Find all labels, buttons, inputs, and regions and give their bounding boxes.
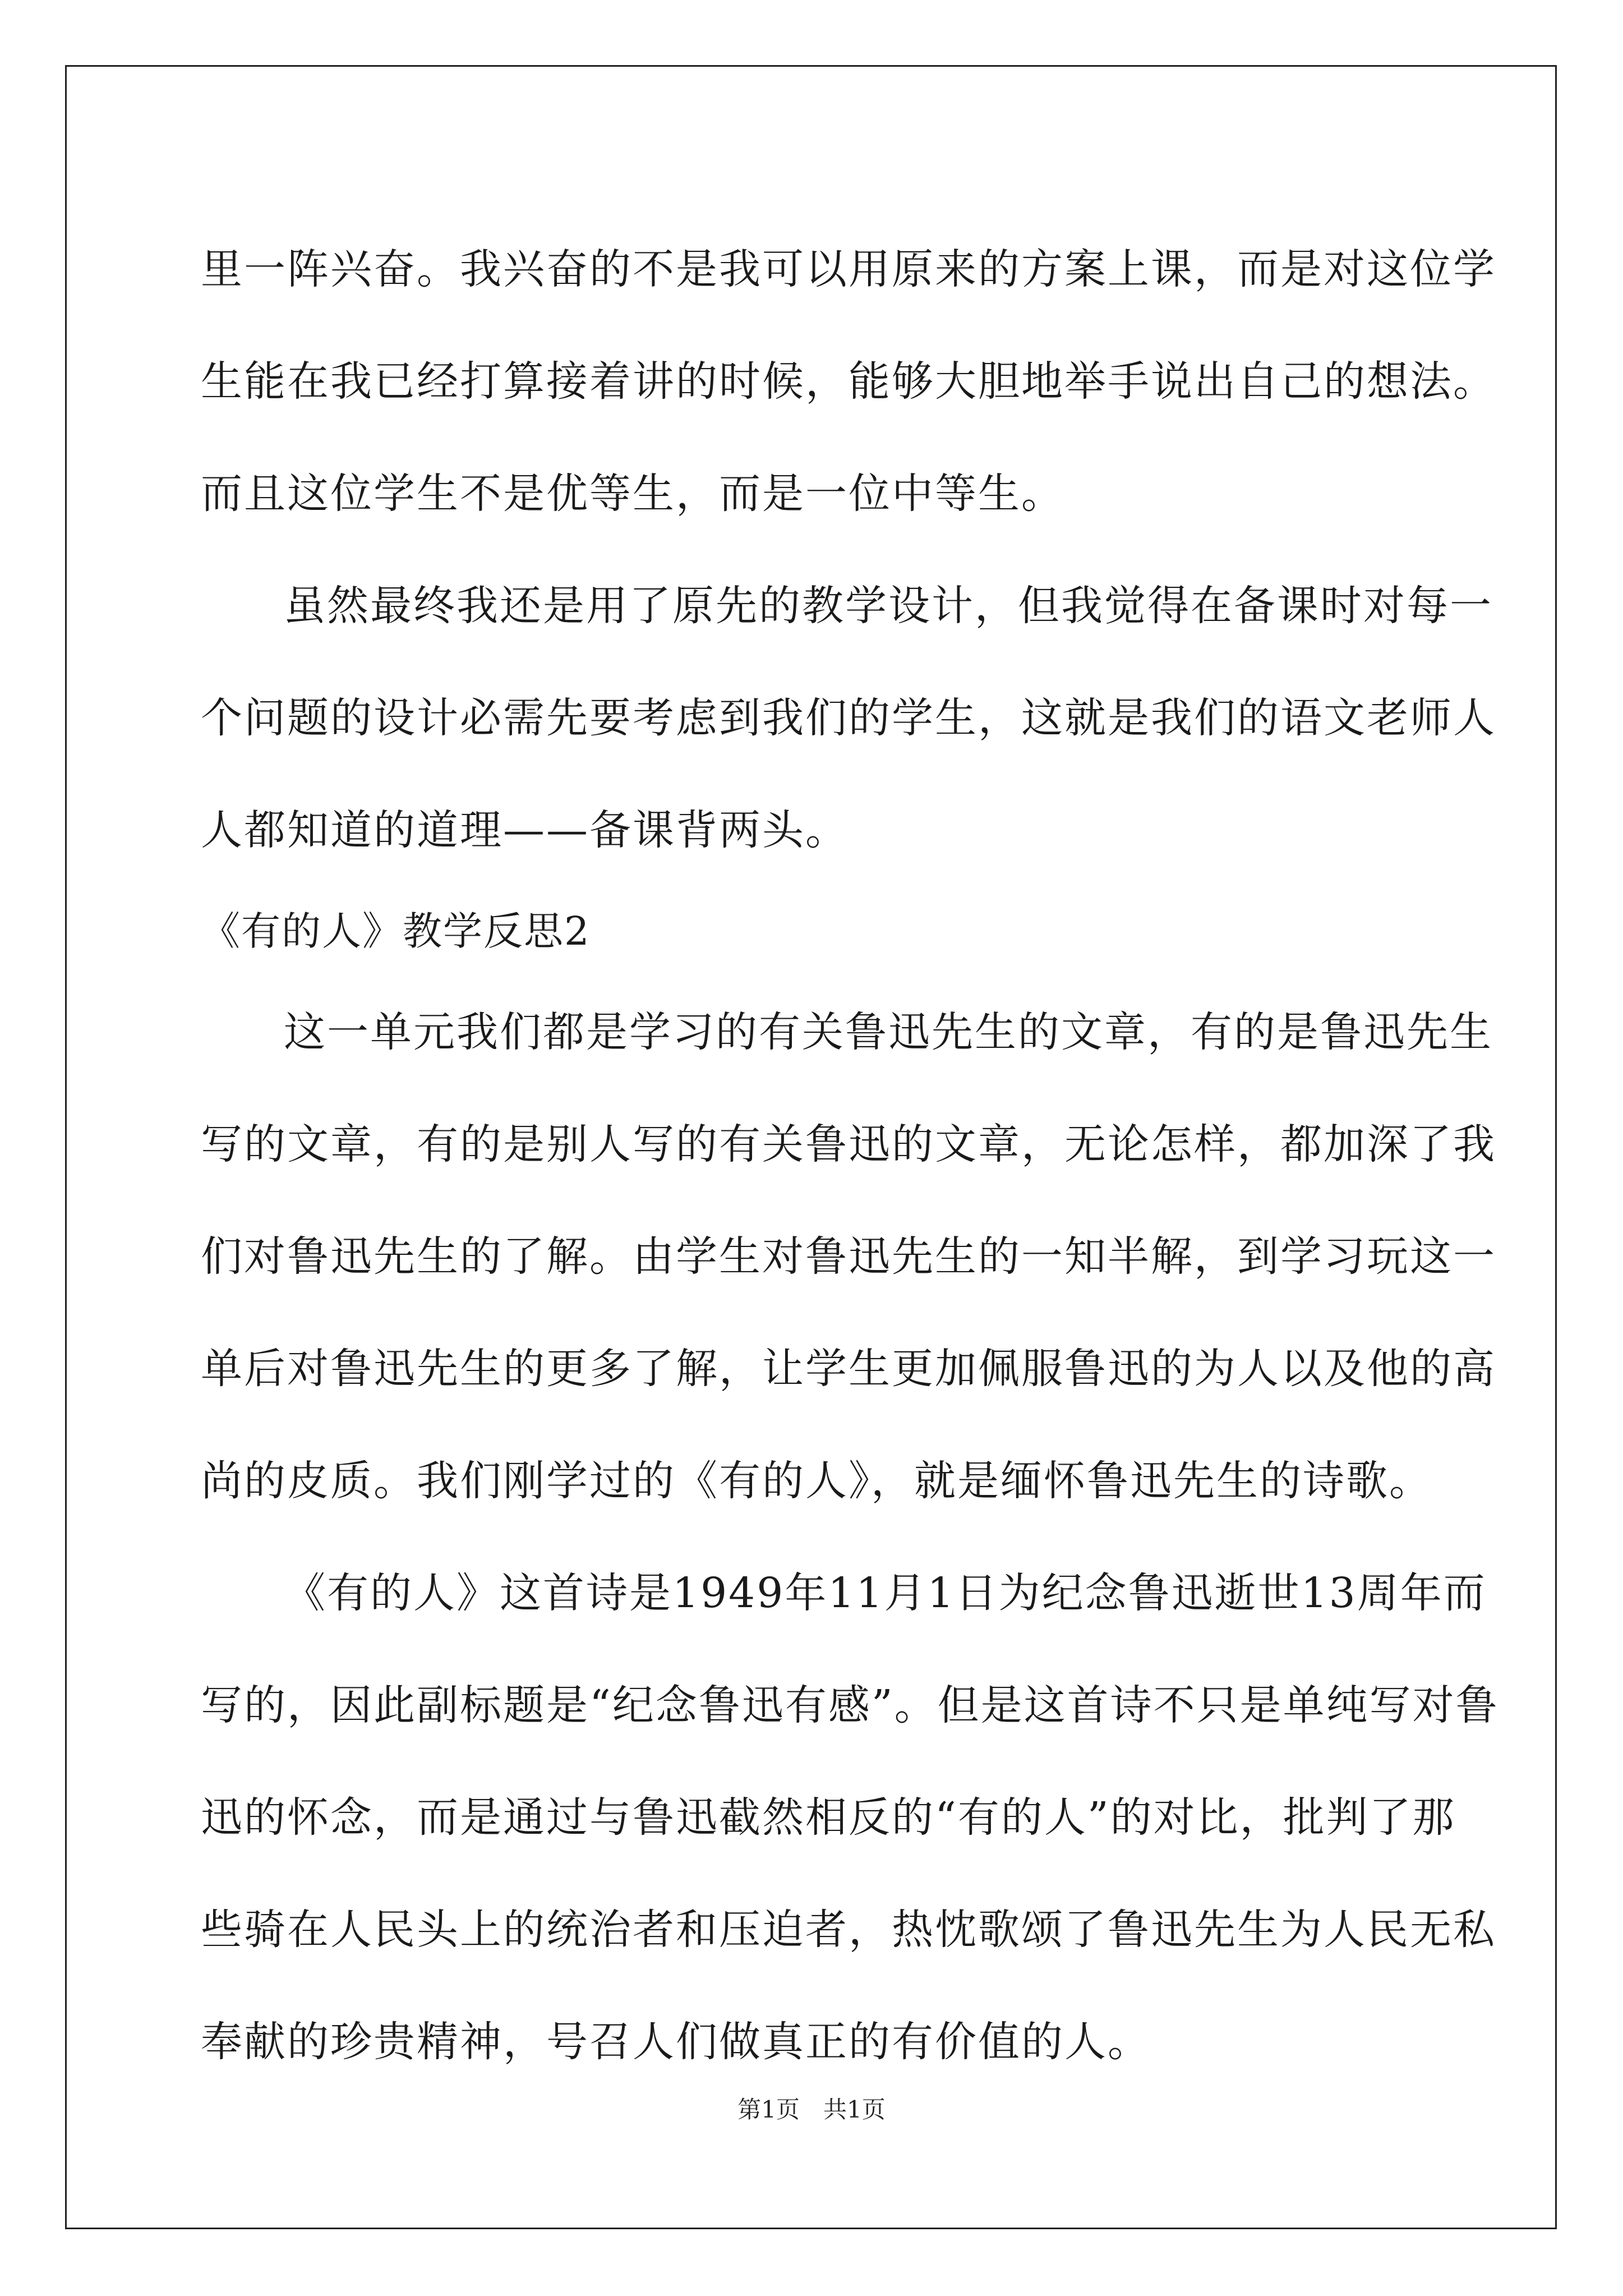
text-line: 这一单元我们都是学习的有关鲁迅先生的文章，有的是鲁迅先生 — [284, 1008, 1493, 1056]
text-line: 写的，因此副标题是“纪念鲁迅有感”。但是这首诗不只是单纯写对鲁 — [201, 1681, 1499, 1729]
text-line: 尚的皮质。我们刚学过的《有的人》，就是缅怀鲁迅先生的诗歌。 — [201, 1457, 1432, 1505]
text-line: 个问题的设计必需先要考虑到我们的学生，这就是我们的语文老师人 — [201, 694, 1496, 742]
paragraph-1 — [201, 213, 1496, 550]
text-line: 里一阵兴奋。我兴奋的不是我可以用原来的方案上课，而是对这位学 — [201, 245, 1496, 293]
section-heading: 《有的人》教学反思2 — [201, 908, 591, 954]
paragraph-4 — [201, 1537, 1499, 2098]
text-line: 些骑在人民头上的统治者和压迫者，热忱歌颂了鲁迅先生为人民无私 — [201, 1906, 1496, 1954]
text-line: 虽然最终我还是用了原先的教学设计，但我觉得在备课时对每一 — [284, 582, 1493, 630]
text-line: 单后对鲁迅先生的更多了解，让学生更加佩服鲁迅的为人以及他的高 — [201, 1345, 1496, 1393]
page-footer: 第1页 共1页 — [737, 2096, 886, 2123]
text-line: 奉献的珍贵精神，号召人们做真正的有价值的人。 — [201, 2018, 1151, 2066]
text-line: 们对鲁迅先生的了解。由学生对鲁迅先生的一知半解，到学习玩这一 — [201, 1232, 1496, 1281]
document-body — [201, 213, 1499, 2098]
paragraph-2 — [201, 550, 1496, 886]
paragraph-3 — [201, 976, 1496, 1537]
text-line: 写的文章，有的是别人写的有关鲁迅的文章，无论怎样，都加深了我 — [201, 1120, 1496, 1168]
text-line: 迅的怀念，而是通过与鲁迅截然相反的“有的人”的对比，批判了那 — [201, 1793, 1456, 1842]
text-line: 生能在我已经打算接着讲的时候，能够大胆地举手说出自己的想法。 — [201, 357, 1496, 406]
text-line: 《有的人》这首诗是1949年11月1日为纪念鲁迅逝世13周年而 — [284, 1569, 1487, 1617]
text-line: 而且这位学生不是优等生，而是一位中等生。 — [201, 470, 1064, 518]
text-line: 人都知道的道理——备课背两头。 — [201, 806, 849, 854]
